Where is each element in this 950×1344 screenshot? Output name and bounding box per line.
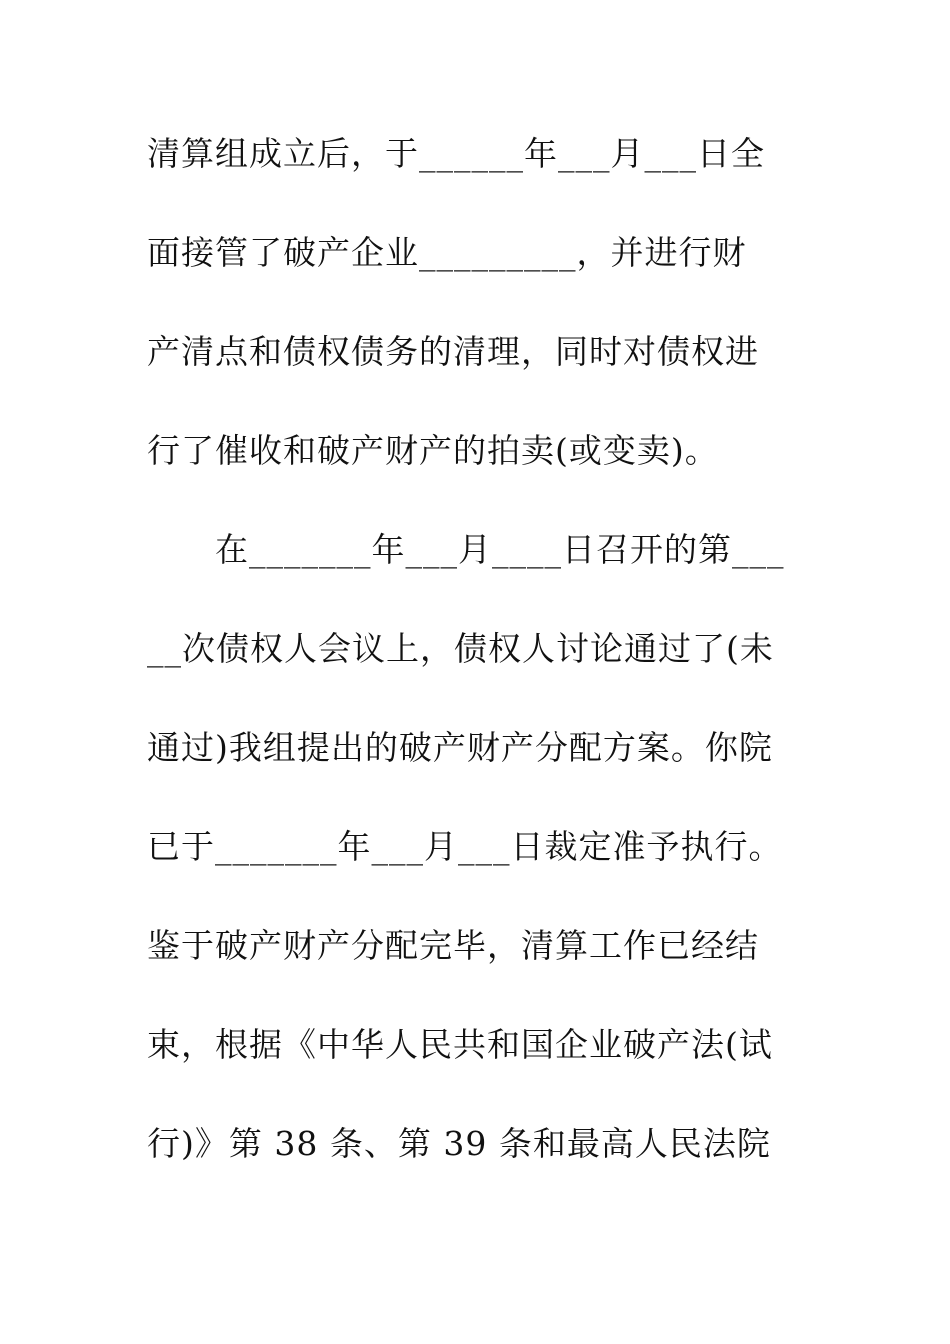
text-line-9: 鉴于破产财产分配完毕，清算工作已经结 <box>147 926 759 965</box>
text-line-7: 通过)我组提出的破产财产分配方案。你院 <box>147 728 773 767</box>
text-line-5: 在_______年___月____日召开的第___ <box>215 530 785 569</box>
text-line-8: 已于_______年___月___日裁定准予执行。 <box>147 827 783 866</box>
text-line-3: 产清点和债权债务的清理，同时对债权进 <box>147 332 759 371</box>
text-line-6: __次债权人会议上，债权人讨论通过了(未 <box>147 629 774 668</box>
text-line-4: 行了催收和破产财产的拍卖(或变卖)。 <box>147 431 719 470</box>
text-line-11: 行)》第 38 条、第 39 条和最高人民法院 <box>147 1124 771 1163</box>
text-line-10: 束，根据《中华人民共和国企业破产法(试 <box>147 1025 773 1064</box>
text-line-1: 清算组成立后，于______年___月___日全 <box>147 134 765 173</box>
text-line-2: 面接管了破产企业_________，并进行财 <box>147 233 747 272</box>
